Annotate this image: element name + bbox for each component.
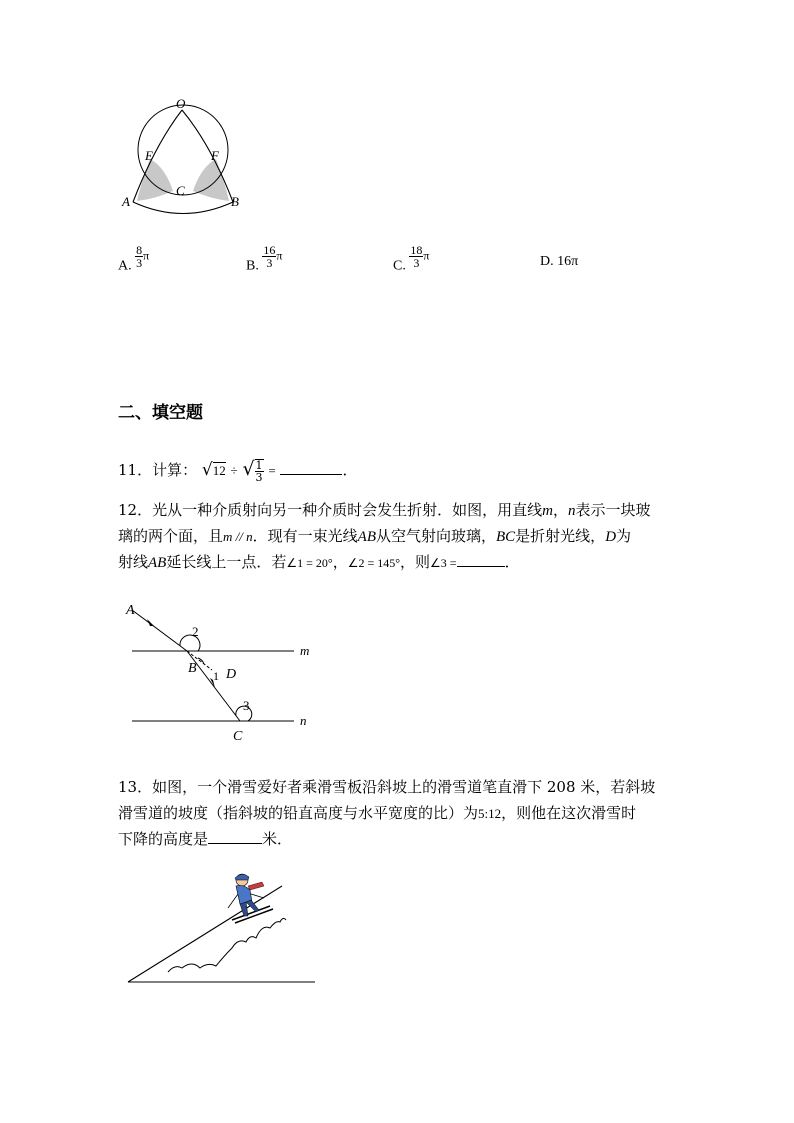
q10-figure — [115, 95, 255, 220]
option-fraction: $\frac{8}{3}$ — [136, 243, 143, 270]
label-a: A — [126, 603, 135, 618]
label-2: 2 — [192, 624, 199, 639]
answer-blank[interactable] — [280, 460, 342, 475]
slope-line — [128, 886, 282, 982]
question-13-line-1: 13．如图，一个滑雪爱好者乘滑雪板沿斜坡上的滑雪道笔直滑下 208 米，若斜坡 — [118, 778, 656, 796]
label-o: O — [176, 96, 186, 111]
option-letter: C. — [393, 258, 406, 274]
option-value: 16π — [557, 254, 579, 269]
label-1: 1 — [213, 669, 219, 683]
label-a: A — [122, 194, 130, 209]
option-d — [540, 254, 578, 270]
question-11: 11．计算： √12 ÷ √ $\frac{1}{3}$ = ． — [118, 458, 358, 484]
option-letter: D. — [540, 254, 554, 269]
question-12-line-2: 璃的两个面，且m // n．现有一束光线AB从空气射向玻璃，BC是折射光线，D为 — [118, 527, 632, 545]
question-12-line-1: 12．光从一种介质射向另一种介质时会发生折射．如图，用直线m，n表示一块玻 — [118, 501, 651, 519]
label-b: B — [231, 194, 239, 209]
label-3: 3 — [243, 698, 250, 713]
answer-blank[interactable] — [457, 552, 505, 567]
ray-ab — [132, 610, 187, 651]
label-d: D — [226, 667, 237, 682]
option-fraction: $\frac{18}{3}$ — [410, 243, 423, 270]
q12-figure — [122, 598, 322, 746]
option-fraction: $\frac{16}{3}$ — [263, 243, 276, 270]
label-e: E — [145, 148, 153, 163]
radical-one-third: √ $\frac{1}{3}$ — [242, 458, 263, 484]
label-m: m — [300, 643, 310, 658]
option-letter: A. — [118, 258, 132, 274]
option-b: B. $\frac{16}{3}$ π — [246, 243, 283, 274]
option-letter: B. — [246, 258, 259, 274]
q13-figure — [120, 868, 325, 988]
question-12-line-3: 射线AB延长线上一点．若∠1 = 20°，∠2 = 145°，则∠3 = ． — [118, 553, 520, 571]
arc-ab — [133, 202, 233, 214]
label-n: n — [300, 713, 307, 728]
question-13-line-3: 下降的高度是 米． — [118, 830, 293, 848]
section-title: 二、填空题 — [118, 403, 203, 423]
question-13-line-2: 滑雪道的坡度（指斜坡的铅直高度与水平宽度的比）为5:12，则他在这次滑雪时 — [118, 804, 637, 822]
label-c: C — [176, 183, 185, 198]
option-a: A. $\frac{8}{3}$ π — [118, 243, 150, 274]
radical-12: √12 — [201, 460, 226, 480]
mountain-outline — [168, 918, 286, 972]
label-f: F — [211, 148, 219, 163]
angle-1-arc — [198, 658, 204, 664]
label-c: C — [233, 729, 243, 744]
answer-blank[interactable] — [208, 829, 262, 844]
option-c: C. $\frac{18}{3}$ π — [393, 243, 430, 274]
label-b: B — [188, 661, 197, 676]
